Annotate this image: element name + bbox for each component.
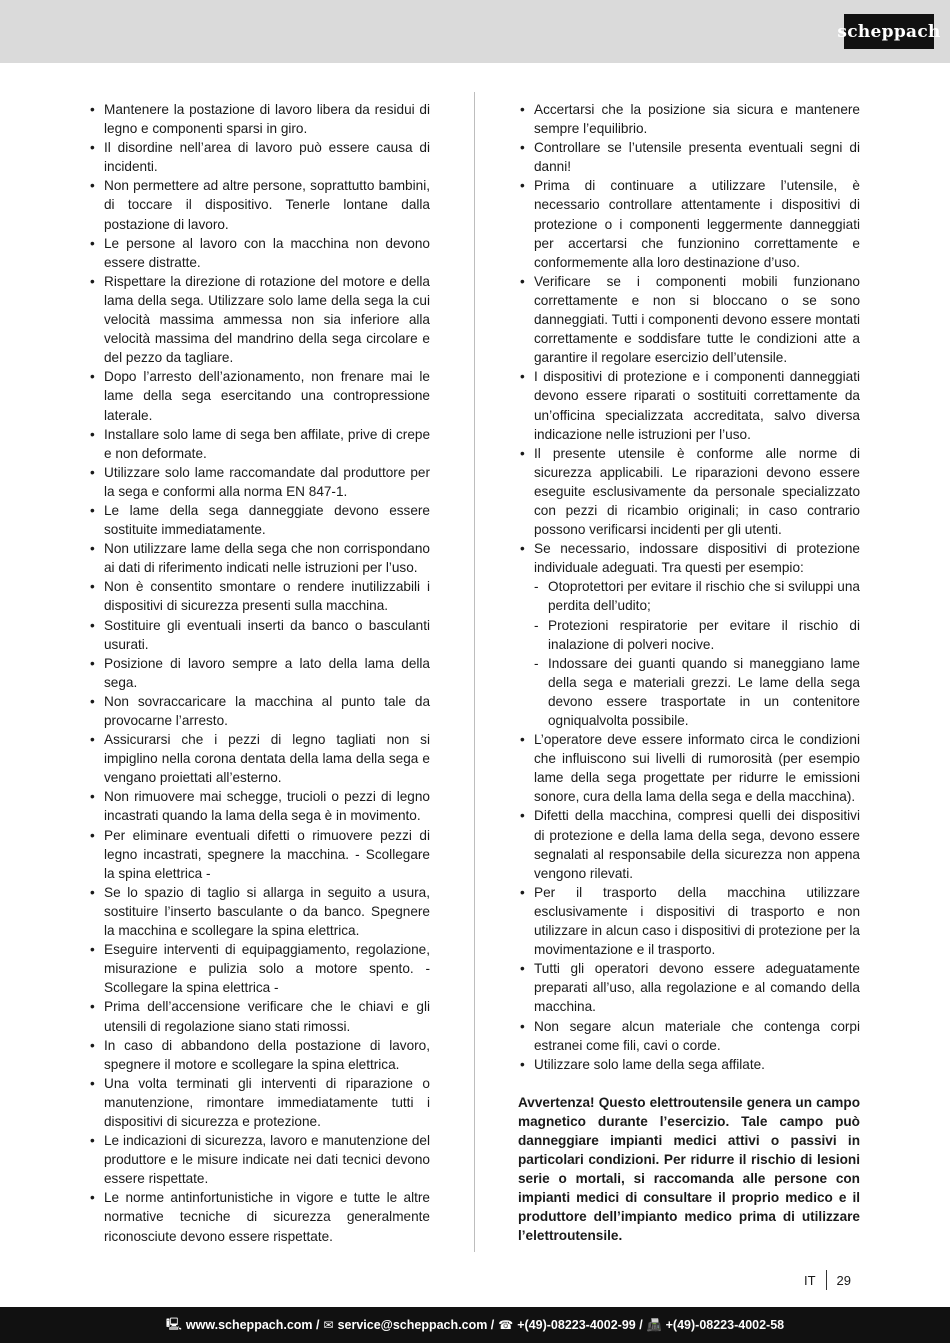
computer-icon: 🖳 [165,1316,182,1331]
list-item: • Per il trasporto della macchina utilizzare esclusivamente i dispositivi di trasporto e non utilizzare in alcun caso i dispositivi di protezione per la movimentazione e il trasporto. [518,883,860,959]
list-item: • Rispettare la direzione di rotazione del motore e della lama della sega. Utilizzare solo lame della sega la cui velocità massima ammessa non sia inferiore alla velocità massima del mandrino della sega circolare e del pezzo da tagliare. [88,272,430,367]
footer-website[interactable]: www.scheppach.com / [185,1318,320,1332]
list-item: - Otoprotettori per evitare il rischio che si sviluppi una perdita dell’udito; [534,577,860,615]
right-column [518,100,860,1246]
footer-phone: +(49)-08223-4002-99 / [517,1318,643,1332]
list-item: • In caso di abbandono della postazione di lavoro, spegnere il motore e scollegare la spina elettrica. [88,1036,430,1074]
list-item: • Per eliminare eventuali difetti o rimuovere pezzi di legno incastrati, spegnere la macchina. - Scollegare la spina elettrica - [88,826,430,883]
list-item: • Eseguire interventi di equipaggiamento, regolazione, misurazione e pulizia solo a motore spento. - Scollegare la spina elettrica - [88,940,430,997]
list-item: • Verificare se i componenti mobili funzionano correttamente e non si bloccano o se sono danneggiati. Tutti i componenti devono essere montati correttamente e soddisfare tutte le condizioni atte a garantire il regolare esercizio dell’utensile. [518,272,860,367]
phone-icon: ☎ [498,1318,514,1332]
column-divider [474,92,475,1252]
list-item: • Le lame della sega danneggiate devono essere sostituite immediatamente. [88,501,430,539]
mail-icon: ✉ [323,1318,334,1332]
list-item: • Non è consentito smontare o rendere inutilizzabili i dispositivi di sicurezza presenti sulla macchina. [88,577,430,615]
list-item: • Non permettere ad altre persone, soprattutto bambini, di toccare il dispositivo. Tenerle lontane dalla postazione di lavoro. [88,176,430,233]
list-item: • Non segare alcun materiale che contenga corpi estranei come fili, cavi o corde. [518,1017,860,1055]
footer-email[interactable]: service@scheppach.com / [337,1318,495,1332]
list-item: • Accertarsi che la posizione sia sicura e mantenere sempre l’equilibrio. [518,100,860,138]
list-item: • Sostituire gli eventuali inserti da banco o basculanti usurati. [88,616,430,654]
list-item: - Protezioni respiratorie per evitare il rischio di inalazione di polveri nocive. [534,616,860,654]
list-item: • Dopo l’arresto dell’azionamento, non frenare mai le lame della sega esercitando una contropressione laterale. [88,367,430,424]
list-item: • Mantenere la postazione di lavoro libera da residui di legno e componenti sparsi in giro. [88,100,430,138]
header-bar [0,0,950,63]
list-item: • Posizione di lavoro sempre a lato della lama della sega. [88,654,430,692]
list-item: • Le indicazioni di sicurezza, lavoro e manutenzione del produttore e le misure indicate nei dati tecnici devono essere rispettate. [88,1131,430,1188]
list-item: • Tutti gli operatori devono essere adeguatamente preparati all’uso, alla regolazione e al comando della macchina. [518,959,860,1016]
list-item: • Se lo spazio di taglio si allarga in seguito a usura, sostituire l’inserto basculante o da banco. Spegnere la macchina e scollegare la spina elettrica. [88,883,430,940]
brand-logo: scheppach [844,14,934,49]
list-item: • Installare solo lame di sega ben affilate, prive di crepe e non deformate. [88,425,430,463]
page-number-value: 29 [836,1272,851,1288]
list-item: - Indossare dei guanti quando si maneggiano lame della sega e materiali grezzi. Le lame della sega devono essere trasportate in un contenitore ogniqualvolta possibile. [534,654,860,730]
list-item: • Utilizzare solo lame raccomandate dal produttore per la sega e conformi alla norma EN 847-1. [88,463,430,501]
list-item: • Difetti della macchina, compresi quelli dei dispositivi di protezione e della lama della sega, devono essere segnalati al responsabile della sicurezza non appena vengono rilevati. [518,806,860,882]
safety-list-left [88,100,430,1246]
list-item: • Prima di continuare a utilizzare l’utensile, è necessario controllare attentamente i dispositivi di protezione o i componenti leggermente danneggiati per accertarsi che funzionino correttamente e conformemente alla loro destinazione d’uso. [518,176,860,271]
list-item: • L’operatore deve essere informato circa le condizioni che influiscono sui livelli di rumorosità (per esempio lame della sega progettate per ridurre le emissioni sonore, cura della lama della sega e della macchina). [518,730,860,806]
protection-sublist [534,577,860,730]
safety-list-right [518,100,860,539]
list-item: • Una volta terminati gli interventi di riparazione o manutenzione, rimontare immediatamente tutti i dispositivi di sicurezza e protezione. [88,1074,430,1131]
language-code: IT [803,1272,816,1288]
protection-list [518,539,860,730]
footer-fax: +(49)-08223-4002-58 [665,1318,785,1332]
list-item: • Il disordine nell’area di lavoro può essere causa di incidenti. [88,138,430,176]
list-item [518,539,860,730]
magnetic-field-warning: Avvertenza! Questo elettroutensile genera un campo magnetico durante l’esercizio. Tale campo può danneggiare impianti medici attivi o passivi in particolari condizioni. Per ridurre il rischio di lesioni serie o mortali, si raccomanda alle persone con impianti medici di consultare il proprio medico e il produttore dell’impianto medico prima di utilizzare l’elettroutensile. [518,1094,860,1244]
protection-intro: Se necessario, indossare dispositivi di protezione individuale adeguati. Tra questi per esempio: [534,541,860,576]
list-item: • Utilizzare solo lame della sega affilate. [518,1055,860,1074]
list-item: • I dispositivi di protezione e i componenti danneggiati devono essere riparati o sostituiti correttamente da un’officina specializzata accreditata, salvo diversa indicazione nelle istruzioni per l’uso. [518,367,860,443]
list-item: • Assicurarsi che i pezzi di legno tagliati non si impiglino nella corona dentata della lama della sega e vengano proiettati all’esterno. [88,730,430,787]
list-item: • Non sovraccaricare la macchina al punto tale da provocarne l’arresto. [88,692,430,730]
safety-list-right-continued [518,730,860,1074]
list-item: • Il presente utensile è conforme alle norme di sicurezza applicabili. Le riparazioni devono essere eseguite esclusivamente da personale specializzato con pezzi di ricambio originali; in caso contrario possono verificarsi incidenti per gli utenti. [518,444,860,539]
list-item: • Prima dell’accensione verificare che le chiavi e gli utensili di regolazione siano stati rimossi. [88,997,430,1035]
list-item: • Controllare se l’utensile presenta eventuali segni di danni! [518,138,860,176]
list-item: • Non utilizzare lame della sega che non corrispondano ai dati di riferimento indicati nelle istruzioni per l’uso. [88,539,430,577]
left-column [88,100,430,1246]
list-item: • Le persone al lavoro con la macchina non devono essere distratte. [88,234,430,272]
page-number [804,1270,851,1290]
footer-bar [0,1307,950,1343]
list-item: • Non rimuovere mai schegge, trucioli o pezzi di legno incastrati quando la lama della sega è in movimento. [88,787,430,825]
list-item: • Le norme antinfortunistiche in vigore e tutte le altre normative tecniche di sicurezza generalmente riconosciute devono essere rispettate. [88,1188,430,1245]
page-separator [826,1270,827,1290]
fax-icon: 📠 [646,1318,662,1332]
